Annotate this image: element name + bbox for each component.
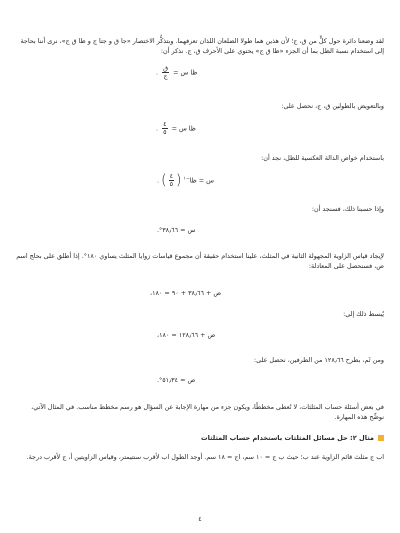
equation-sum: ص + ٣٨٫٦٦ + ٩٠ = ١٨٠، [150, 289, 222, 297]
equation-angle-y: ص = ٥١٫٣٤°. [157, 376, 196, 384]
equation-lhs: ظا س = [173, 68, 198, 77]
paragraph-inverse: باستخدام خواص الدالة العكسية للظل، نجد أن: [261, 154, 384, 162]
equation-lhs: س = ظا [189, 176, 214, 185]
paragraph-example-question: اب ج مثلث قائم الزاوية عند ب؛ حيث ب ج = ١٠ سم، اج = ١٨ سم. أوجد الطول اب لأقرب سنتيمتر، وقياس الزاويتين أ، ج لأقرب درجة. [26, 453, 384, 461]
inverse-exponent: −١ [183, 176, 190, 182]
paragraph-simplify: يُبسط ذلك إلى: [343, 310, 384, 318]
page-number: ٤ [198, 515, 202, 523]
paragraph-substitute: وبالتعويض بالطولين ق، ج، نحصل على: [281, 102, 384, 110]
fraction-denominator: ج [163, 72, 168, 80]
fraction [162, 121, 167, 136]
equation-simplified: ص + ١٢٨٫٦٦ = ١٨٠، [157, 331, 216, 339]
paragraph-diagram-note: في بعض أسئلة حساب المثلثات، لا نُعطى مخططًا، ويكون جزء من مهارة الإجابة عن السؤال هو رسم مخطط مناسب. في المثال الآتي، نوضِّح هذه المهارة. [31, 403, 384, 421]
equation-end: . [156, 124, 159, 133]
paragraph-calculate: وإذا حسبنا ذلك، فسنجد أن: [311, 205, 384, 213]
equation-tan-ratio [156, 65, 197, 80]
fraction [162, 65, 169, 80]
paragraph-intro: لقد وضعنا دائرة حول كلٍّ من ق، ج؛ لأن هذين هما طولا الضلعان اللذان تعرفهما. وبتذكُّر الاختصار «جا ق و جتا ج و ظا ق ج»، نرى أننا بحاجة إلى استخدام نسبة الظل بما أن الجزء «ظا ق ج» يحتوي على الأحرف ق، ج. نذكر أن: [20, 37, 384, 55]
bullet-square-icon [378, 435, 384, 441]
fraction-numerator: ٤ [163, 120, 167, 128]
example-heading [201, 433, 384, 443]
equation-lhs: ظا س = [171, 124, 196, 133]
fraction-denominator: ٥ [169, 180, 173, 188]
fraction-numerator: ٤ [169, 172, 173, 180]
fraction [169, 173, 174, 188]
fraction-denominator: ٥ [163, 128, 167, 136]
paragraph-angle-sum: لإيجاد قياس الزاوية المجهولة الثانية في المثلث، علينا استخدام حقيقة أن مجموع قياسات زوايا المثلث يساوي ١٨٠°. إذا أطلق على ب‍حا‍ج اسم ص، فسنحصل على المعادلة: [16, 252, 384, 270]
fraction-numerator: ق [163, 64, 169, 72]
equation-end: . [157, 176, 160, 185]
equation-tan-value [156, 121, 196, 136]
equation-end: . [156, 68, 159, 77]
paragraph-subtract: ومن ثَم، بطرح ١٢٨٫٦٦ من الطرفين، نحصل على: [253, 356, 384, 364]
equation-inverse-tan: س = ظا$^{-١}$ ( $\frac{٤}{٥}$ ) . [157, 172, 214, 189]
example-title: مثال ٢: حل مسائل المثلثات باستخدام حساب المثلثات [200, 434, 374, 442]
equation-angle-x: س = ٣٨٫٦٦°. [157, 226, 196, 234]
